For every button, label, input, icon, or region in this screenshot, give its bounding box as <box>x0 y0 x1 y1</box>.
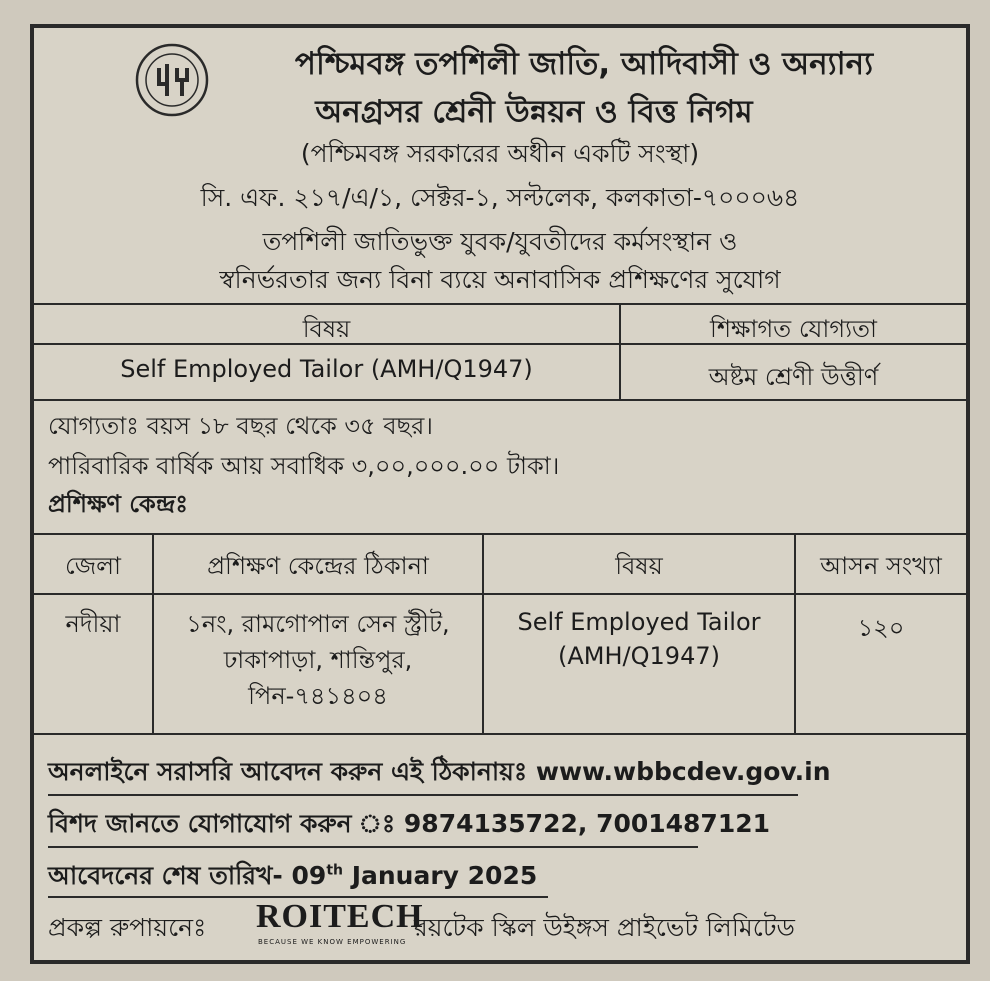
divider <box>482 533 484 733</box>
centre-subject-line1: Self Employed Tailor <box>517 608 761 636</box>
centre-seats: ১২০ <box>857 614 905 642</box>
org-address: সি. এফ. ২১৭/এ/১, সেক্টর-১, সল্টলেক, কলকাতা-৭০০০৬৪ <box>200 183 800 212</box>
header <box>34 28 966 303</box>
roitech-tagline: BECAUSE WE KNOW EMPOWERING <box>258 938 407 946</box>
advertisement <box>30 24 970 964</box>
divider <box>152 533 154 733</box>
eligibility-income: পারিবারিক বার্ষিক আয় সবাধিক ৩,০০,০০০.০০ টাকা। <box>48 452 560 480</box>
divider <box>34 593 966 595</box>
divider <box>34 303 966 305</box>
divider <box>34 399 966 401</box>
divider <box>794 533 796 733</box>
apply-online: অনলাইনে সরাসরি আবেদন করুন এই ঠিকানায়ঃ www.wbbcdev.gov.in <box>48 757 831 786</box>
centre-subject-line2: (AMH/Q1947) <box>558 642 720 670</box>
divider <box>34 343 966 345</box>
centre-address-line3: পিন-৭৪১৪০৪ <box>248 682 388 710</box>
course-qualification: অষ্টম শ্রেণী উত্তীর্ণ <box>708 363 879 391</box>
course-col-subject: বিষয় <box>302 315 351 343</box>
org-subtitle: (পশ্চিমবঙ্গ সরকারের অধীন একটি সংস্থা) <box>300 139 700 168</box>
divider <box>34 733 966 735</box>
headline-line2: স্বনির্ভরতার জন্য বিনা ব্যয়ে অনাবাসিক প্রশিক্ষণের সুযোগ <box>219 265 781 294</box>
deadline-sup: th <box>326 862 343 879</box>
underline <box>48 794 798 796</box>
company-name: রয়টেক স্কিল উইঙ্গস প্রাইভেট লিমিটেড <box>414 913 795 942</box>
contact-numbers: বিশদ জানতে যোগাযোগ করুন ঃ 9874135722, 7001487121 <box>48 809 771 838</box>
deadline-suffix: January 2025 <box>342 861 538 890</box>
roitech-logo: ROITECH <box>256 898 424 935</box>
corporation-seal-logo <box>134 42 210 118</box>
divider <box>619 303 621 399</box>
eligibility-age: যোগ্যতাঃ বয়স ১৮ বছর থেকে ৩৫ বছর। <box>48 412 433 440</box>
course-subject: Self Employed Tailor (AMH/Q1947) <box>120 355 533 383</box>
centre-district: নদীয়া <box>65 610 121 638</box>
centre-col-seats: আসন সংখ্যা <box>820 552 942 580</box>
underline <box>48 846 698 848</box>
centre-address-line1: ১নং, রামগোপাল সেন স্ট্রীট, <box>186 610 450 638</box>
deadline-prefix: আবেদনের শেষ তারিখ- 09 <box>48 861 327 890</box>
course-col-qualification: শিক্ষাগত যোগ্যতা <box>709 315 878 343</box>
centre-col-district: জেলা <box>64 552 122 580</box>
deadline <box>48 856 537 899</box>
centre-col-subject: বিষয় <box>615 552 663 580</box>
org-name-line2: অনগ্রসর শ্রেনী উন্নয়ন ও বিত্ত নিগম <box>315 94 753 130</box>
centre-heading: প্রশিক্ষণ কেন্দ্রঃ <box>48 490 189 518</box>
org-name-line1: পশ্চিমবঙ্গ তপশিলী জাতি, আদিবাসী ও অন্যান্য <box>294 46 874 82</box>
divider <box>34 533 966 535</box>
headline-line1: তপশিলী জাতিভুক্ত যুবক/যুবতীদের কর্মসংস্থান ও <box>262 227 738 256</box>
centre-col-address: প্রশিক্ষণ কেন্দ্রের ঠিকানা <box>207 552 429 580</box>
centre-address-line2: ঢাকাপাড়া, শান্তিপুর, <box>223 646 413 674</box>
project-label: প্রকল্প রুপায়নেঃ <box>48 913 207 942</box>
